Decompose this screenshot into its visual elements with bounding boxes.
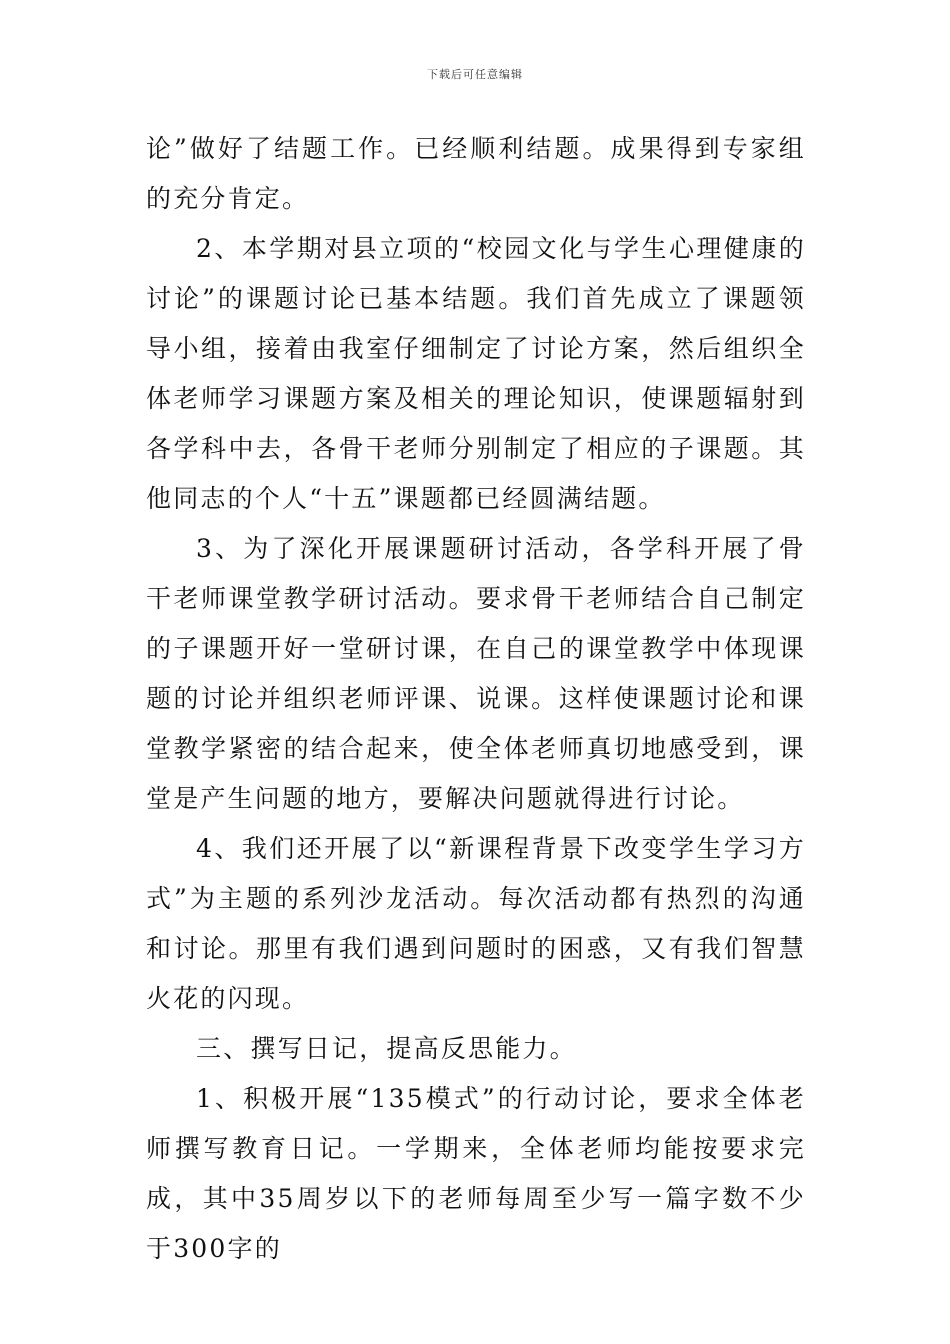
paragraph-item-2: 2、本学期对县立项的“校园文化与学生心理健康的讨论”的课题讨论已基本结题。我们首先成立了课题领导小组，接着由我室仔细制定了讨论方案，然后组织全体老师学习课题方案及相关的理论知识，使课题辐射到各学科中去，各骨干老师分别制定了相应的子课题。其他同志的个人“十五”课题都已经圆满结题。 xyxy=(146,234,806,513)
paragraph-item-4: 4、我们还开展了以“新课程背景下改变学生学习方式”为主题的系列沙龙活动。每次活动都有热烈的沟通和讨论。那里有我们遇到问题时的困惑，又有我们智慧火花的闪现。 xyxy=(146,834,806,1013)
document-body xyxy=(146,124,806,1274)
paragraph-item-3: 3、为了深化开展课题研讨活动，各学科开展了骨干老师课堂教学研讨活动。要求骨干老师结合自己制定的子课题开好一堂研讨课，在自己的课堂教学中体现课题的讨论并组织老师评课、说课。这样使课题讨论和课堂教学紧密的结合起来，使全体老师真切地感受到，课堂是产生问题的地方，要解决问题就得进行讨论。 xyxy=(146,534,806,813)
section-heading-3: 三、撰写日记，提高反思能力。 xyxy=(196,1034,577,1063)
paragraph-continuation: 论”做好了结题工作。已经顺利结题。成果得到专家组的充分肯定。 xyxy=(146,134,806,213)
page-header: 下载后可任意编辑 xyxy=(427,68,523,81)
paragraph-item-1: 1、积极开展“135模式”的行动讨论，要求全体老师撰写教育日记。一学期来，全体老师均能按要求完成，其中35周岁以下的老师每周至少写一篇字数不少于300字的 xyxy=(146,1084,806,1263)
